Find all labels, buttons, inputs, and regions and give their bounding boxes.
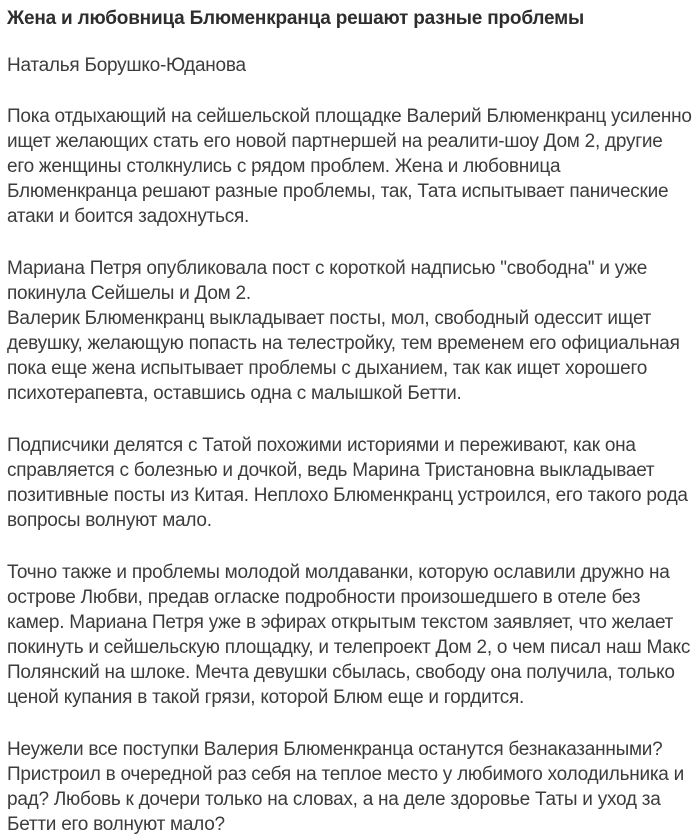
article-paragraph-4: Подписчики делятся с Татой похожими историями и переживают, как она справляется с болезнью и дочкой, ведь Марина Тристановна выкладывает позитивные посты из Китая. Неплохо Блюменкранц устроился, его такого рода вопросы волнуют мало. [7, 435, 688, 531]
article-byline: Наталья Борушко-Юданова [7, 55, 246, 76]
article-paragraph-5: Точно также и проблемы молодой молдаванки, которую ославили дружно на острове Любви, предав огласке подробности произошедшего в отеле без камер. Мариана Петря уже в эфирах открытым текстом заявляет, что желает покинуть и сейшельскую площадку, и телепроект Дом 2, о чем писал наш Макс Полянский на шлоке. Мечта девушки сбылась, свободу она получила, только ценой купания в такой грязи, которой Блюм еще и гордится. [7, 562, 691, 708]
article-paragraph-3: Валерик Блюменкранц выкладывает посты, мол, свободный одессит ищет девушку, желающую попасть на телестройку, тем временем его официальная пока еще жена испытывает проблемы с дыханием, так как ищет хорошего психотерапевта, оставшись одна с малышкой Бетти. [7, 308, 680, 404]
article-paragraph-1: Пока отдыхающий на сейшельской площадке Валерий Блюменкранц усиленно ищет желающих стать его новой партнершей на реалити-шоу Дом 2, другие его женщины столкнулись с рядом проблем. Жена и любовница Блюменкранца решают разные проблемы, так, Тата испытывает панические атаки и боится задохнуться. [7, 106, 692, 227]
article-paragraph-6: Неужели все поступки Валерия Блюменкранца останутся безнаказанными? Пристроил в очередной раз себя на теплое место у любимого холодильника и рад? Любовь к дочери только на словах, а на деле здоровье Таты и уход за Бетти его волнуют мало? [7, 739, 685, 835]
article-title: Жена и любовница Блюменкранца решают разные проблемы [7, 8, 584, 29]
article-paragraph-2: Мариана Петря опубликовала пост с короткой надписью "свободна" и уже покинула Сейшелы и Дом 2. [7, 258, 648, 304]
